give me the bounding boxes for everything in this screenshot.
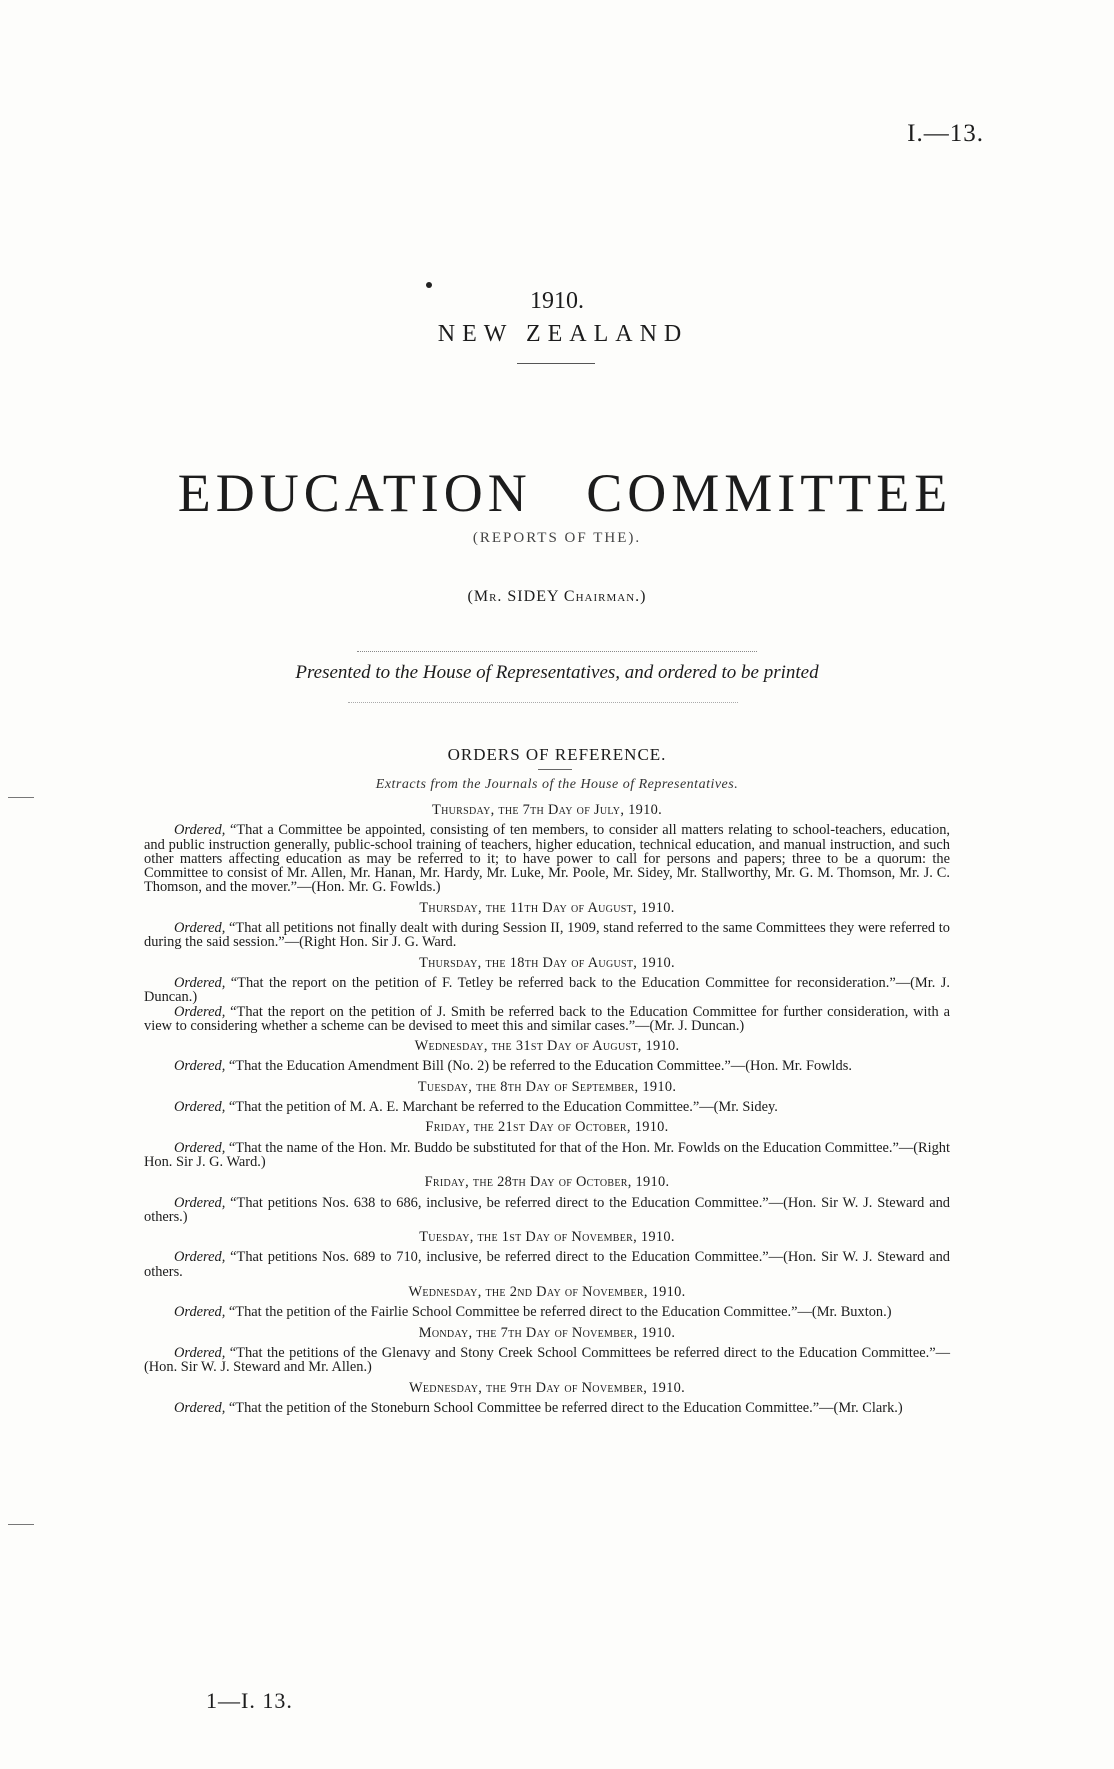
- ordered-label: Ordered,: [174, 1344, 226, 1361]
- ordered-label: Ordered,: [174, 1304, 226, 1321]
- subtitle: (REPORTS OF THE).: [472, 530, 642, 546]
- order-body: “That the name of the Hon. Mr. Buddo be substituted for that of the Hon. Mr. Fowlds on the Education Committee.”—(Right Hon. Sir J. G. Ward.): [144, 1139, 950, 1170]
- entry-text: [144, 921, 950, 950]
- entry-date: Monday, the 7th Day of November, 1910.: [418, 1324, 676, 1341]
- order-body: “That the Education Amendment Bill (No. 2) be referred to the Education Committee.”—(Hon. Mr. Fowlds.: [225, 1058, 852, 1075]
- entry-text: [144, 976, 950, 1005]
- entry-text: [144, 1196, 950, 1225]
- ordered-label: Ordered,: [174, 1249, 226, 1266]
- margin-mark: [8, 797, 34, 798]
- entry-text: [144, 1305, 950, 1319]
- ordered-label: Ordered,: [174, 920, 226, 937]
- ordered-label: Ordered,: [174, 822, 226, 839]
- ordered-label: Ordered,: [174, 1099, 226, 1116]
- entry-text: [144, 1401, 950, 1415]
- entry-date: Wednesday, the 2nd Day of November, 1910.: [408, 1284, 686, 1301]
- extracts-subheading: Extracts from the Journals of the House of Representatives.: [375, 777, 739, 792]
- order-body: “That the petition of M. A. E. Marchant be referred to the Education Committee.”—(Mr. Sidey.: [225, 1099, 778, 1116]
- order-body: “That petitions Nos. 689 to 710, inclusive, be referred direct to the Education Committee.”—(Hon. Sir W. J. Steward and others.: [144, 1249, 950, 1280]
- entry-date: Tuesday, the 8th Day of September, 1910.: [417, 1078, 677, 1095]
- order-body: “That the petition of the Stoneburn School Committee be referred direct to the Education Committee.”—(Mr. Clark.): [225, 1399, 903, 1416]
- ordered-label: Ordered,: [174, 974, 226, 991]
- ordered-label: Ordered,: [174, 1194, 226, 1211]
- entry-date: Thursday, the 11th Day of August, 1910.: [419, 899, 675, 916]
- order-body: “That the petition of the Fairlie School Committee be referred direct to the Education Committee.”—(Mr. Buxton.): [225, 1304, 892, 1321]
- entry-date: Friday, the 28th Day of October, 1910.: [424, 1174, 670, 1191]
- ordered-label: Ordered,: [174, 1003, 226, 1020]
- order-body: “That petitions Nos. 638 to 686, inclusive, be referred direct to the Education Committee.”—(Hon. Sir W. J. Steward and others.): [144, 1194, 950, 1225]
- order-body: “That the report on the petition of F. Tetley be referred back to the Education Committee for reconsideration.”—(Mr. J. Duncan.): [144, 974, 950, 1006]
- footer-reference: 1—I. 13.: [206, 1688, 293, 1713]
- entry-text: [144, 823, 950, 894]
- entry-date: Thursday, the 7th Day of July, 1910.: [432, 802, 662, 818]
- orders-list: [144, 797, 950, 1415]
- order-body: “That a Committee be appointed, consisting of ten members, to consider all matters relating to school-teachers, education, and public instruction generally, public-school training of teachers, higher education, technical education, and manual instruction, and such other matters affecting education as may be referred to it; to have power to call for persons and papers; three to be a quorum: the Committee to consist of Mr. Allen, Mr. Hanan, Mr. Hardy, Mr. Luke, Mr. Poole, Mr. Sidey, Mr. Stallworthy, Mr. G. M. Thomson, Mr. J. C. Thomson, and the mover.”—(Hon. Mr. G. Fowlds.): [144, 822, 950, 896]
- entry-text: [144, 1346, 950, 1375]
- entry-text: [144, 1141, 950, 1170]
- order-body: “That all petitions not finally dealt with during Session II, 1909, stand referred to the same Committees they were referred to during the said session.”—(Right Hon. Sir J. G. Ward.: [144, 920, 950, 951]
- orders-heading: ORDERS OF REFERENCE.: [447, 745, 667, 764]
- entry-date: Friday, the 21st Day of October, 1910.: [425, 1119, 669, 1136]
- document-year: 1910.: [530, 288, 584, 314]
- presented-line: Presented to the House of Representatives, and ordered to be printed: [295, 662, 819, 683]
- entry-date: Wednesday, the 31st Day of August, 1910.: [414, 1038, 680, 1055]
- entry-text: [144, 1005, 950, 1034]
- entry-text: [144, 1250, 950, 1279]
- order-body: “That the report on the petition of J. Smith be referred back to the Education Committee for further consideration, with a view to considering whether a scheme can be devised to meet this and similar cases.”—(Mr. J. Duncan.): [144, 1003, 950, 1034]
- entry-date: Wednesday, the 9th Day of November, 1910.: [409, 1379, 685, 1396]
- entry-date: Tuesday, the 1st Day of November, 1910.: [419, 1229, 675, 1246]
- entry-date: Thursday, the 18th Day of August, 1910.: [419, 954, 675, 971]
- ordered-label: Ordered,: [174, 1399, 226, 1416]
- divider-rule: [517, 363, 595, 364]
- country-heading: NEW ZEALAND: [437, 321, 689, 347]
- ordered-label: Ordered,: [174, 1139, 226, 1156]
- chairman-line: (Mr. SIDEY Chairman.): [467, 588, 647, 605]
- entry-text: [144, 1100, 950, 1114]
- page-reference: I.—13.: [907, 120, 984, 147]
- ordered-label: Ordered,: [174, 1058, 226, 1075]
- order-body: “That the petitions of the Glenavy and Stony Creek School Committees be referred direct to the Education Committee.”—(Hon. Sir W. J. Steward and Mr. Allen.): [144, 1344, 950, 1376]
- dotted-rule-top: [357, 651, 757, 652]
- dotted-rule-bottom: [348, 702, 738, 703]
- entry-text: [144, 1059, 950, 1073]
- orders-rule: [538, 769, 572, 770]
- margin-mark: [8, 1524, 34, 1525]
- page-title: EDUCATION COMMITTEE: [177, 463, 953, 523]
